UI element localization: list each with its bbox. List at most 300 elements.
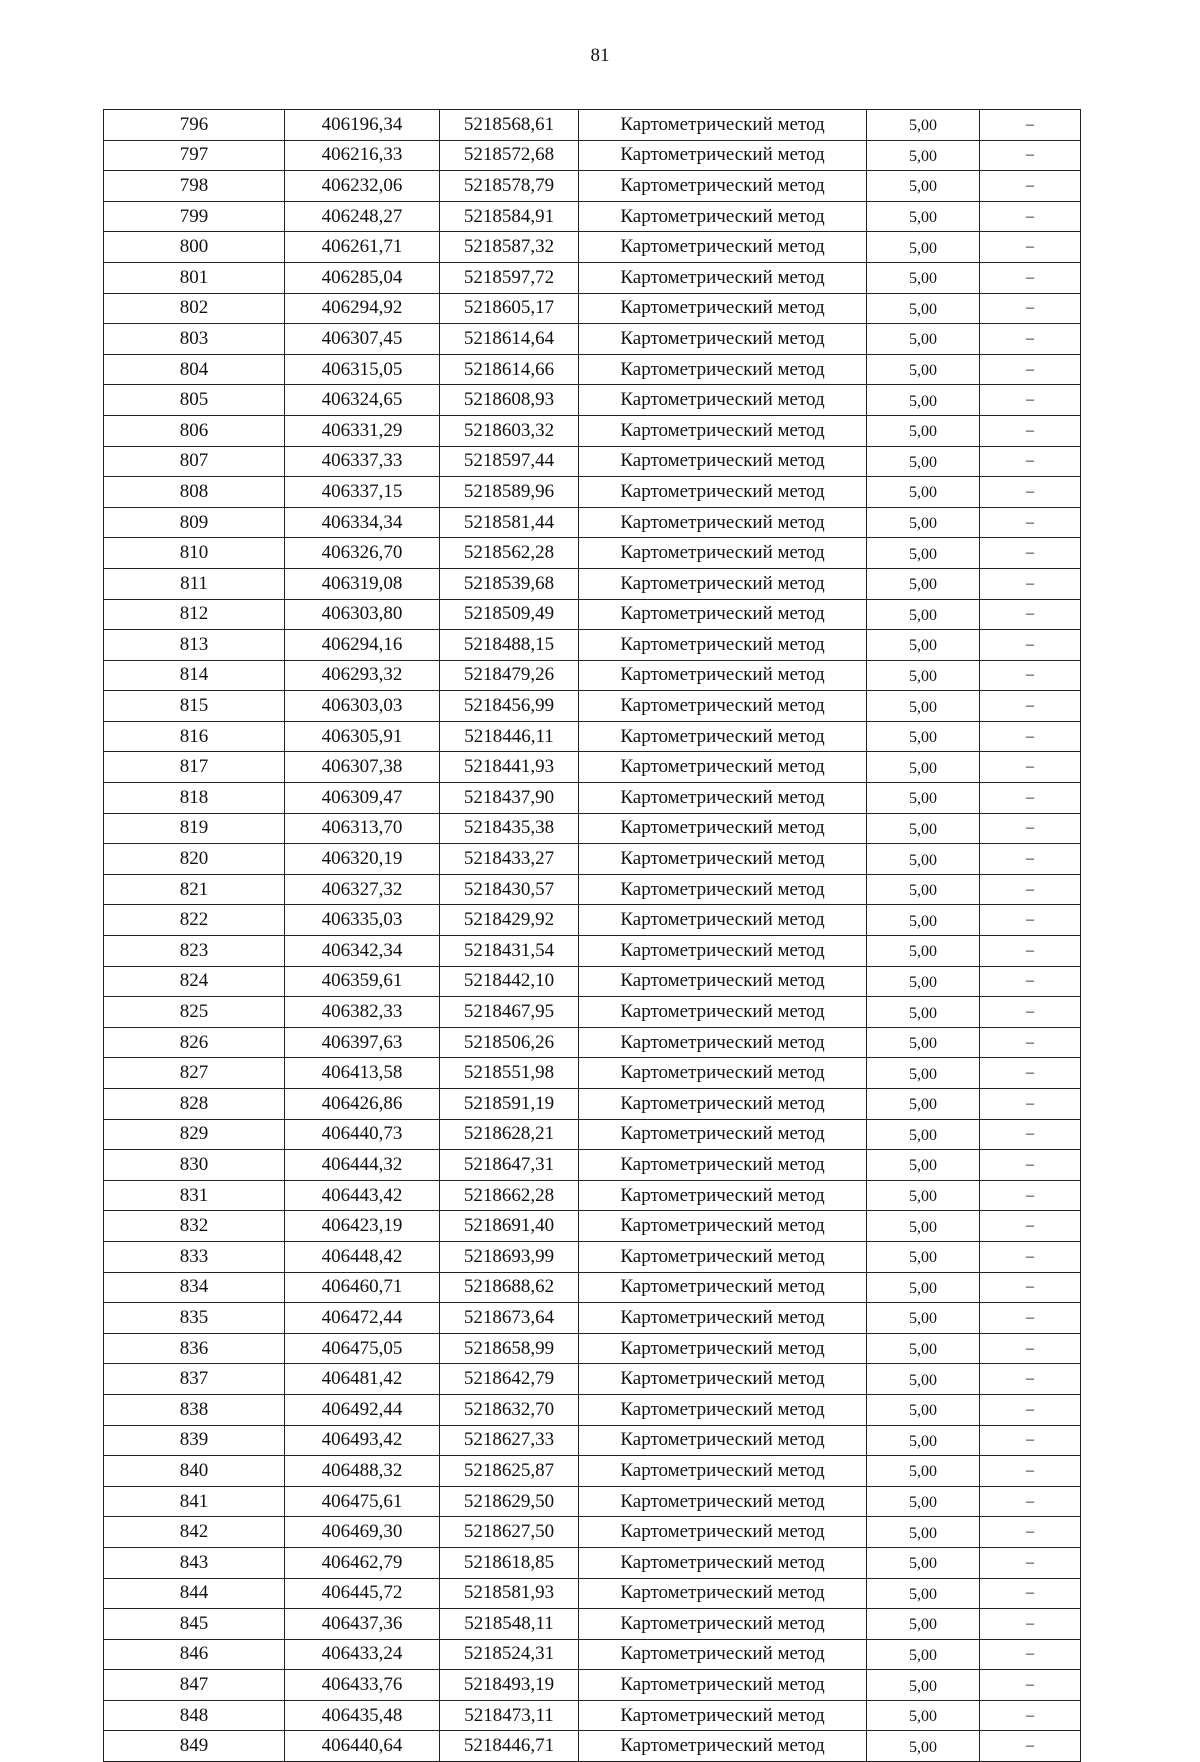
point-number-cell: 846 [104, 1639, 285, 1670]
table-row [104, 354, 1081, 385]
method-cell: Картометрический метод [579, 385, 867, 416]
error-value-cell: 5,00 [867, 1303, 980, 1334]
coordinate-x-cell: 406337,33 [285, 446, 440, 477]
coordinate-x-cell: 406216,33 [285, 140, 440, 171]
error-value-cell: 5,00 [867, 1517, 980, 1548]
coordinate-y-cell: 5218493,19 [440, 1670, 579, 1701]
coordinate-x-cell: 406435,48 [285, 1700, 440, 1731]
error-value-cell: 5,00 [867, 477, 980, 508]
dash-cell: – [980, 415, 1081, 446]
coordinate-y-cell: 5218509,49 [440, 599, 579, 630]
coordinate-y-cell: 5218568,61 [440, 110, 579, 141]
error-value-cell: 5,00 [867, 1027, 980, 1058]
coordinate-x-cell: 406335,03 [285, 905, 440, 936]
table-row [104, 262, 1081, 293]
point-number-cell: 831 [104, 1180, 285, 1211]
coordinate-x-cell: 406342,34 [285, 936, 440, 967]
coordinate-y-cell: 5218488,15 [440, 630, 579, 661]
error-value-cell: 5,00 [867, 171, 980, 202]
point-number-cell: 796 [104, 110, 285, 141]
coordinate-y-cell: 5218548,11 [440, 1609, 579, 1640]
error-value-cell: 5,00 [867, 1547, 980, 1578]
point-number-cell: 819 [104, 813, 285, 844]
method-cell: Картометрический метод [579, 1241, 867, 1272]
table-row [104, 1670, 1081, 1701]
table-row [104, 1517, 1081, 1548]
coordinate-x-cell: 406359,61 [285, 966, 440, 997]
method-cell: Картометрический метод [579, 1486, 867, 1517]
coordinate-y-cell: 5218429,92 [440, 905, 579, 936]
coordinate-y-cell: 5218441,93 [440, 752, 579, 783]
table-row [104, 1547, 1081, 1578]
table-row [104, 568, 1081, 599]
method-cell: Картометрический метод [579, 1578, 867, 1609]
point-number-cell: 822 [104, 905, 285, 936]
point-number-cell: 844 [104, 1578, 285, 1609]
point-number-cell: 812 [104, 599, 285, 630]
error-value-cell: 5,00 [867, 201, 980, 232]
coordinate-y-cell: 5218608,93 [440, 385, 579, 416]
point-number-cell: 825 [104, 997, 285, 1028]
table-row [104, 1333, 1081, 1364]
dash-cell: – [980, 262, 1081, 293]
coordinate-x-cell: 406315,05 [285, 354, 440, 385]
error-value-cell: 5,00 [867, 262, 980, 293]
dash-cell: – [980, 1394, 1081, 1425]
table-row [104, 1272, 1081, 1303]
dash-cell: – [980, 1333, 1081, 1364]
dash-cell: – [980, 324, 1081, 355]
point-number-cell: 817 [104, 752, 285, 783]
coordinate-x-cell: 406294,92 [285, 293, 440, 324]
method-cell: Картометрический метод [579, 1211, 867, 1242]
point-number-cell: 848 [104, 1700, 285, 1731]
table-row [104, 1180, 1081, 1211]
table-row [104, 1089, 1081, 1120]
coordinate-x-cell: 406307,38 [285, 752, 440, 783]
point-number-cell: 818 [104, 783, 285, 814]
coordinate-x-cell: 406337,15 [285, 477, 440, 508]
coordinate-x-cell: 406397,63 [285, 1027, 440, 1058]
method-cell: Картометрический метод [579, 477, 867, 508]
point-number-cell: 849 [104, 1731, 285, 1762]
error-value-cell: 5,00 [867, 1119, 980, 1150]
error-value-cell: 5,00 [867, 1272, 980, 1303]
coordinate-y-cell: 5218614,64 [440, 324, 579, 355]
method-cell: Картометрический метод [579, 324, 867, 355]
coordinate-y-cell: 5218551,98 [440, 1058, 579, 1089]
dash-cell: – [980, 844, 1081, 875]
dash-cell: – [980, 354, 1081, 385]
error-value-cell: 5,00 [867, 752, 980, 783]
error-value-cell: 5,00 [867, 691, 980, 722]
table-row [104, 415, 1081, 446]
table-row [104, 538, 1081, 569]
dash-cell: – [980, 1731, 1081, 1762]
coordinate-x-cell: 406433,76 [285, 1670, 440, 1701]
coordinate-y-cell: 5218578,79 [440, 171, 579, 202]
point-number-cell: 839 [104, 1425, 285, 1456]
table-row [104, 1609, 1081, 1640]
coordinate-y-cell: 5218662,28 [440, 1180, 579, 1211]
error-value-cell: 5,00 [867, 538, 980, 569]
coordinate-x-cell: 406472,44 [285, 1303, 440, 1334]
coordinate-y-cell: 5218597,44 [440, 446, 579, 477]
method-cell: Картометрический метод [579, 1333, 867, 1364]
coordinate-y-cell: 5218506,26 [440, 1027, 579, 1058]
dash-cell: – [980, 630, 1081, 661]
point-number-cell: 837 [104, 1364, 285, 1395]
coordinate-y-cell: 5218431,54 [440, 936, 579, 967]
table-row [104, 385, 1081, 416]
table-row [104, 110, 1081, 141]
point-number-cell: 834 [104, 1272, 285, 1303]
point-number-cell: 826 [104, 1027, 285, 1058]
method-cell: Картометрический метод [579, 660, 867, 691]
coordinate-x-cell: 406475,05 [285, 1333, 440, 1364]
dash-cell: – [980, 1517, 1081, 1548]
dash-cell: – [980, 1486, 1081, 1517]
point-number-cell: 797 [104, 140, 285, 171]
error-value-cell: 5,00 [867, 232, 980, 263]
coordinate-x-cell: 406481,42 [285, 1364, 440, 1395]
error-value-cell: 5,00 [867, 1089, 980, 1120]
error-value-cell: 5,00 [867, 599, 980, 630]
point-number-cell: 816 [104, 721, 285, 752]
dash-cell: – [980, 446, 1081, 477]
coordinate-y-cell: 5218446,11 [440, 721, 579, 752]
coordinate-x-cell: 406327,32 [285, 874, 440, 905]
coordinate-y-cell: 5218673,64 [440, 1303, 579, 1334]
point-number-cell: 805 [104, 385, 285, 416]
method-cell: Картометрический метод [579, 630, 867, 661]
coordinate-y-cell: 5218442,10 [440, 966, 579, 997]
table-row [104, 232, 1081, 263]
coordinate-y-cell: 5218591,19 [440, 1089, 579, 1120]
method-cell: Картометрический метод [579, 844, 867, 875]
dash-cell: – [980, 1700, 1081, 1731]
coordinate-x-cell: 406423,19 [285, 1211, 440, 1242]
coordinate-y-cell: 5218456,99 [440, 691, 579, 722]
error-value-cell: 5,00 [867, 446, 980, 477]
point-number-cell: 840 [104, 1456, 285, 1487]
method-cell: Картометрический метод [579, 905, 867, 936]
method-cell: Картометрический метод [579, 1272, 867, 1303]
table-row [104, 844, 1081, 875]
coordinate-x-cell: 406319,08 [285, 568, 440, 599]
method-cell: Картометрический метод [579, 1119, 867, 1150]
method-cell: Картометрический метод [579, 446, 867, 477]
point-number-cell: 829 [104, 1119, 285, 1150]
coordinate-x-cell: 406294,16 [285, 630, 440, 661]
dash-cell: – [980, 1303, 1081, 1334]
method-cell: Картометрический метод [579, 110, 867, 141]
error-value-cell: 5,00 [867, 936, 980, 967]
error-value-cell: 5,00 [867, 1364, 980, 1395]
error-value-cell: 5,00 [867, 660, 980, 691]
point-number-cell: 800 [104, 232, 285, 263]
error-value-cell: 5,00 [867, 140, 980, 171]
dash-cell: – [980, 1089, 1081, 1120]
dash-cell: – [980, 140, 1081, 171]
coordinate-x-cell: 406440,73 [285, 1119, 440, 1150]
dash-cell: – [980, 1150, 1081, 1181]
coordinates-table [103, 109, 1081, 1762]
table-row [104, 599, 1081, 630]
method-cell: Картометрический метод [579, 752, 867, 783]
table-row [104, 293, 1081, 324]
coordinate-x-cell: 406448,42 [285, 1241, 440, 1272]
error-value-cell: 5,00 [867, 783, 980, 814]
coordinate-y-cell: 5218632,70 [440, 1394, 579, 1425]
error-value-cell: 5,00 [867, 354, 980, 385]
dash-cell: – [980, 171, 1081, 202]
method-cell: Картометрический метод [579, 1517, 867, 1548]
coordinate-x-cell: 406462,79 [285, 1547, 440, 1578]
method-cell: Картометрический метод [579, 783, 867, 814]
method-cell: Картометрический метод [579, 874, 867, 905]
point-number-cell: 804 [104, 354, 285, 385]
dash-cell: – [980, 568, 1081, 599]
dash-cell: – [980, 1364, 1081, 1395]
coordinate-y-cell: 5218479,26 [440, 660, 579, 691]
table-row [104, 1303, 1081, 1334]
dash-cell: – [980, 721, 1081, 752]
table-row [104, 997, 1081, 1028]
point-number-cell: 836 [104, 1333, 285, 1364]
method-cell: Картометрический метод [579, 966, 867, 997]
coordinate-y-cell: 5218627,50 [440, 1517, 579, 1548]
dash-cell: – [980, 874, 1081, 905]
method-cell: Картометрический метод [579, 354, 867, 385]
error-value-cell: 5,00 [867, 813, 980, 844]
dash-cell: – [980, 477, 1081, 508]
method-cell: Картометрический метод [579, 1180, 867, 1211]
dash-cell: – [980, 1547, 1081, 1578]
table-row [104, 752, 1081, 783]
coordinate-x-cell: 406443,42 [285, 1180, 440, 1211]
coordinate-y-cell: 5218437,90 [440, 783, 579, 814]
error-value-cell: 5,00 [867, 1639, 980, 1670]
coordinate-y-cell: 5218467,95 [440, 997, 579, 1028]
dash-cell: – [980, 1058, 1081, 1089]
coordinate-x-cell: 406469,30 [285, 1517, 440, 1548]
table-row [104, 1394, 1081, 1425]
point-number-cell: 832 [104, 1211, 285, 1242]
table-row [104, 1578, 1081, 1609]
coordinate-y-cell: 5218627,33 [440, 1425, 579, 1456]
dash-cell: – [980, 232, 1081, 263]
table-row [104, 1486, 1081, 1517]
coordinate-y-cell: 5218618,85 [440, 1547, 579, 1578]
method-cell: Картометрический метод [579, 1670, 867, 1701]
coordinate-y-cell: 5218647,31 [440, 1150, 579, 1181]
method-cell: Картометрический метод [579, 262, 867, 293]
coordinate-y-cell: 5218629,50 [440, 1486, 579, 1517]
coordinate-y-cell: 5218581,93 [440, 1578, 579, 1609]
point-number-cell: 802 [104, 293, 285, 324]
error-value-cell: 5,00 [867, 385, 980, 416]
point-number-cell: 815 [104, 691, 285, 722]
error-value-cell: 5,00 [867, 844, 980, 875]
coordinate-y-cell: 5218430,57 [440, 874, 579, 905]
error-value-cell: 5,00 [867, 507, 980, 538]
coordinate-x-cell: 406433,24 [285, 1639, 440, 1670]
method-cell: Картометрический метод [579, 568, 867, 599]
table-row [104, 783, 1081, 814]
coordinate-x-cell: 406426,86 [285, 1089, 440, 1120]
method-cell: Картометрический метод [579, 1425, 867, 1456]
point-number-cell: 813 [104, 630, 285, 661]
error-value-cell: 5,00 [867, 1241, 980, 1272]
method-cell: Картометрический метод [579, 232, 867, 263]
coordinate-y-cell: 5218597,72 [440, 262, 579, 293]
coordinate-y-cell: 5218435,38 [440, 813, 579, 844]
dash-cell: – [980, 507, 1081, 538]
dash-cell: – [980, 599, 1081, 630]
point-number-cell: 808 [104, 477, 285, 508]
point-number-cell: 830 [104, 1150, 285, 1181]
method-cell: Картометрический метод [579, 721, 867, 752]
table-row [104, 630, 1081, 661]
table-row [104, 1456, 1081, 1487]
table-row [104, 446, 1081, 477]
point-number-cell: 799 [104, 201, 285, 232]
coordinate-y-cell: 5218562,28 [440, 538, 579, 569]
table-row [104, 936, 1081, 967]
error-value-cell: 5,00 [867, 997, 980, 1028]
coordinate-x-cell: 406382,33 [285, 997, 440, 1028]
error-value-cell: 5,00 [867, 293, 980, 324]
point-number-cell: 827 [104, 1058, 285, 1089]
coordinate-y-cell: 5218539,68 [440, 568, 579, 599]
coordinate-x-cell: 406248,27 [285, 201, 440, 232]
method-cell: Картометрический метод [579, 538, 867, 569]
method-cell: Картометрический метод [579, 1027, 867, 1058]
coordinate-x-cell: 406334,34 [285, 507, 440, 538]
table-row [104, 660, 1081, 691]
table-row [104, 171, 1081, 202]
coordinate-x-cell: 406493,42 [285, 1425, 440, 1456]
dash-cell: – [980, 1425, 1081, 1456]
coordinate-y-cell: 5218473,11 [440, 1700, 579, 1731]
dash-cell: – [980, 1639, 1081, 1670]
coordinate-y-cell: 5218688,62 [440, 1272, 579, 1303]
dash-cell: – [980, 110, 1081, 141]
point-number-cell: 843 [104, 1547, 285, 1578]
dash-cell: – [980, 201, 1081, 232]
table-row [104, 1639, 1081, 1670]
coordinate-x-cell: 406313,70 [285, 813, 440, 844]
coordinate-x-cell: 406320,19 [285, 844, 440, 875]
point-number-cell: 838 [104, 1394, 285, 1425]
dash-cell: – [980, 538, 1081, 569]
method-cell: Картометрический метод [579, 415, 867, 446]
dash-cell: – [980, 1119, 1081, 1150]
method-cell: Картометрический метод [579, 997, 867, 1028]
point-number-cell: 809 [104, 507, 285, 538]
error-value-cell: 5,00 [867, 721, 980, 752]
coordinate-x-cell: 406196,34 [285, 110, 440, 141]
coordinate-x-cell: 406309,47 [285, 783, 440, 814]
point-number-cell: 811 [104, 568, 285, 599]
method-cell: Картометрический метод [579, 1456, 867, 1487]
error-value-cell: 5,00 [867, 415, 980, 446]
error-value-cell: 5,00 [867, 966, 980, 997]
coordinate-x-cell: 406445,72 [285, 1578, 440, 1609]
table-row [104, 874, 1081, 905]
coordinate-x-cell: 406305,91 [285, 721, 440, 752]
point-number-cell: 807 [104, 446, 285, 477]
coordinate-x-cell: 406437,36 [285, 1609, 440, 1640]
table-row [104, 507, 1081, 538]
error-value-cell: 5,00 [867, 874, 980, 905]
coordinate-y-cell: 5218587,32 [440, 232, 579, 263]
coordinate-x-cell: 406460,71 [285, 1272, 440, 1303]
error-value-cell: 5,00 [867, 1456, 980, 1487]
method-cell: Картометрический метод [579, 813, 867, 844]
coordinate-y-cell: 5218446,71 [440, 1731, 579, 1762]
dash-cell: – [980, 1670, 1081, 1701]
point-number-cell: 814 [104, 660, 285, 691]
method-cell: Картометрический метод [579, 1394, 867, 1425]
coordinate-x-cell: 406232,06 [285, 171, 440, 202]
method-cell: Картометрический метод [579, 599, 867, 630]
dash-cell: – [980, 813, 1081, 844]
error-value-cell: 5,00 [867, 1180, 980, 1211]
method-cell: Картометрический метод [579, 1547, 867, 1578]
table-row [104, 691, 1081, 722]
coordinate-y-cell: 5218642,79 [440, 1364, 579, 1395]
error-value-cell: 5,00 [867, 1211, 980, 1242]
coordinate-y-cell: 5218614,66 [440, 354, 579, 385]
method-cell: Картометрический метод [579, 1700, 867, 1731]
method-cell: Картометрический метод [579, 1150, 867, 1181]
dash-cell: – [980, 1180, 1081, 1211]
point-number-cell: 828 [104, 1089, 285, 1120]
coordinate-y-cell: 5218625,87 [440, 1456, 579, 1487]
table-row [104, 477, 1081, 508]
table-row [104, 1211, 1081, 1242]
coordinate-x-cell: 406307,45 [285, 324, 440, 355]
table-row [104, 905, 1081, 936]
dash-cell: – [980, 660, 1081, 691]
coordinate-x-cell: 406331,29 [285, 415, 440, 446]
dash-cell: – [980, 1241, 1081, 1272]
table-row [104, 1731, 1081, 1762]
point-number-cell: 803 [104, 324, 285, 355]
dash-cell: – [980, 936, 1081, 967]
coordinate-y-cell: 5218605,17 [440, 293, 579, 324]
error-value-cell: 5,00 [867, 1731, 980, 1762]
dash-cell: – [980, 905, 1081, 936]
page-number: 81 [590, 45, 610, 66]
dash-cell: – [980, 1027, 1081, 1058]
error-value-cell: 5,00 [867, 1150, 980, 1181]
coordinate-y-cell: 5218589,96 [440, 477, 579, 508]
point-number-cell: 835 [104, 1303, 285, 1334]
point-number-cell: 806 [104, 415, 285, 446]
dash-cell: – [980, 752, 1081, 783]
dash-cell: – [980, 783, 1081, 814]
table-row [104, 1700, 1081, 1731]
method-cell: Картометрический метод [579, 1303, 867, 1334]
table-row [104, 1027, 1081, 1058]
method-cell: Картометрический метод [579, 293, 867, 324]
dash-cell: – [980, 997, 1081, 1028]
coordinate-y-cell: 5218581,44 [440, 507, 579, 538]
point-number-cell: 847 [104, 1670, 285, 1701]
